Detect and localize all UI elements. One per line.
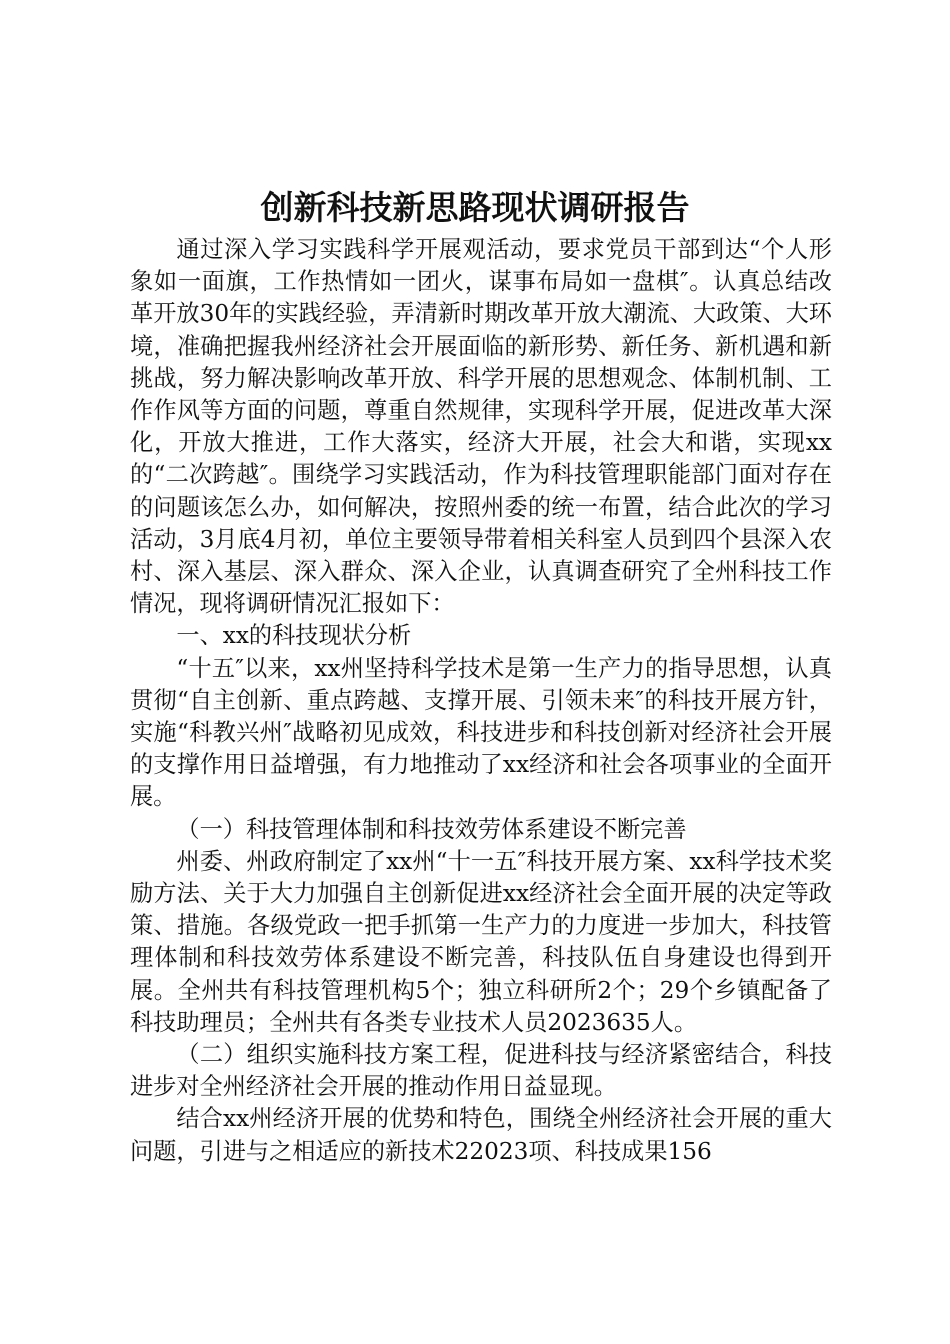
subheading-2: （二）组织实施科技方案工程，促进科技与经济紧密结合，科技进步对全州经济社会开展的推动作用日益显现。 — [130, 1041, 832, 1101]
subheading-1: （一）科技管理体制和科技效劳体系建设不断完善 — [176, 815, 687, 843]
document-title: 创新科技新思路现状调研报告 — [260, 188, 690, 227]
section-heading-1: 一、xx的科技现状分析 — [176, 622, 412, 650]
paragraph-projects: 结合xx州经济开展的优势和特色，围绕全州经济社会开展的重大问题，引进与之相适应的新技术22023项、科技成果156 — [130, 1105, 832, 1165]
document-body — [130, 234, 832, 1168]
paragraph-management: 州委、州政府制定了xx州“十一五″科技开展方案、xx科学技术奖励方法、关于大力加强自主创新促进xx经济社会全面开展的决定等政策、措施。各级党政一把手抓第一生产力的力度进一步加大，科技管理体制和科技效劳体系建设不断完善，科技队伍自身建设也得到开展。全州共有科技管理机构5个；独立科研所2个；29个乡镇配备了科技助理员；全州共有各类专业技术人员2023635人。 — [130, 847, 832, 1036]
paragraph-intro: 通过深入学习实践科学开展观活动，要求党员干部到达“个人形象如一面旗，工作热情如一团火，谋事布局如一盘棋″。认真总结改革开放30年的实践经验，弄清新时期改革开放大潮流、大政策、大环境，准确把握我州经济社会开展面临的新形势、新任务、新机遇和新挑战，努力解决影响改革开放、科学开展的思想观念、体制机制、工作作风等方面的问题，尊重自然规律，实现科学开展，促进改革大深化，开放大推进，工作大落实，经济大开展，社会大和谐，实现xx的“二次跨越″。围绕学习实践活动，作为科技管理职能部门面对存在的问题该怎么办，如何解决，按照州委的统一布置，结合此次的学习活动，3月底4月初，单位主要领导带着相关科室人员到四个县深入农村、深入基层、深入群众、深入企业，认真调查研究了全州科技工作情况，现将调研情况汇报如下： — [130, 236, 832, 618]
paragraph-overview: “十五″以来，xx州坚持科学技术是第一生产力的指导思想，认真贯彻“自主创新、重点跨越、支撑开展、引领未来″的科技开展方针，实施“科教兴州″战略初见成效，科技进步和科技创新对经济社会开展的支撑作用日益增强，有力地推动了xx经济和社会各项事业的全面开展。 — [130, 654, 832, 811]
